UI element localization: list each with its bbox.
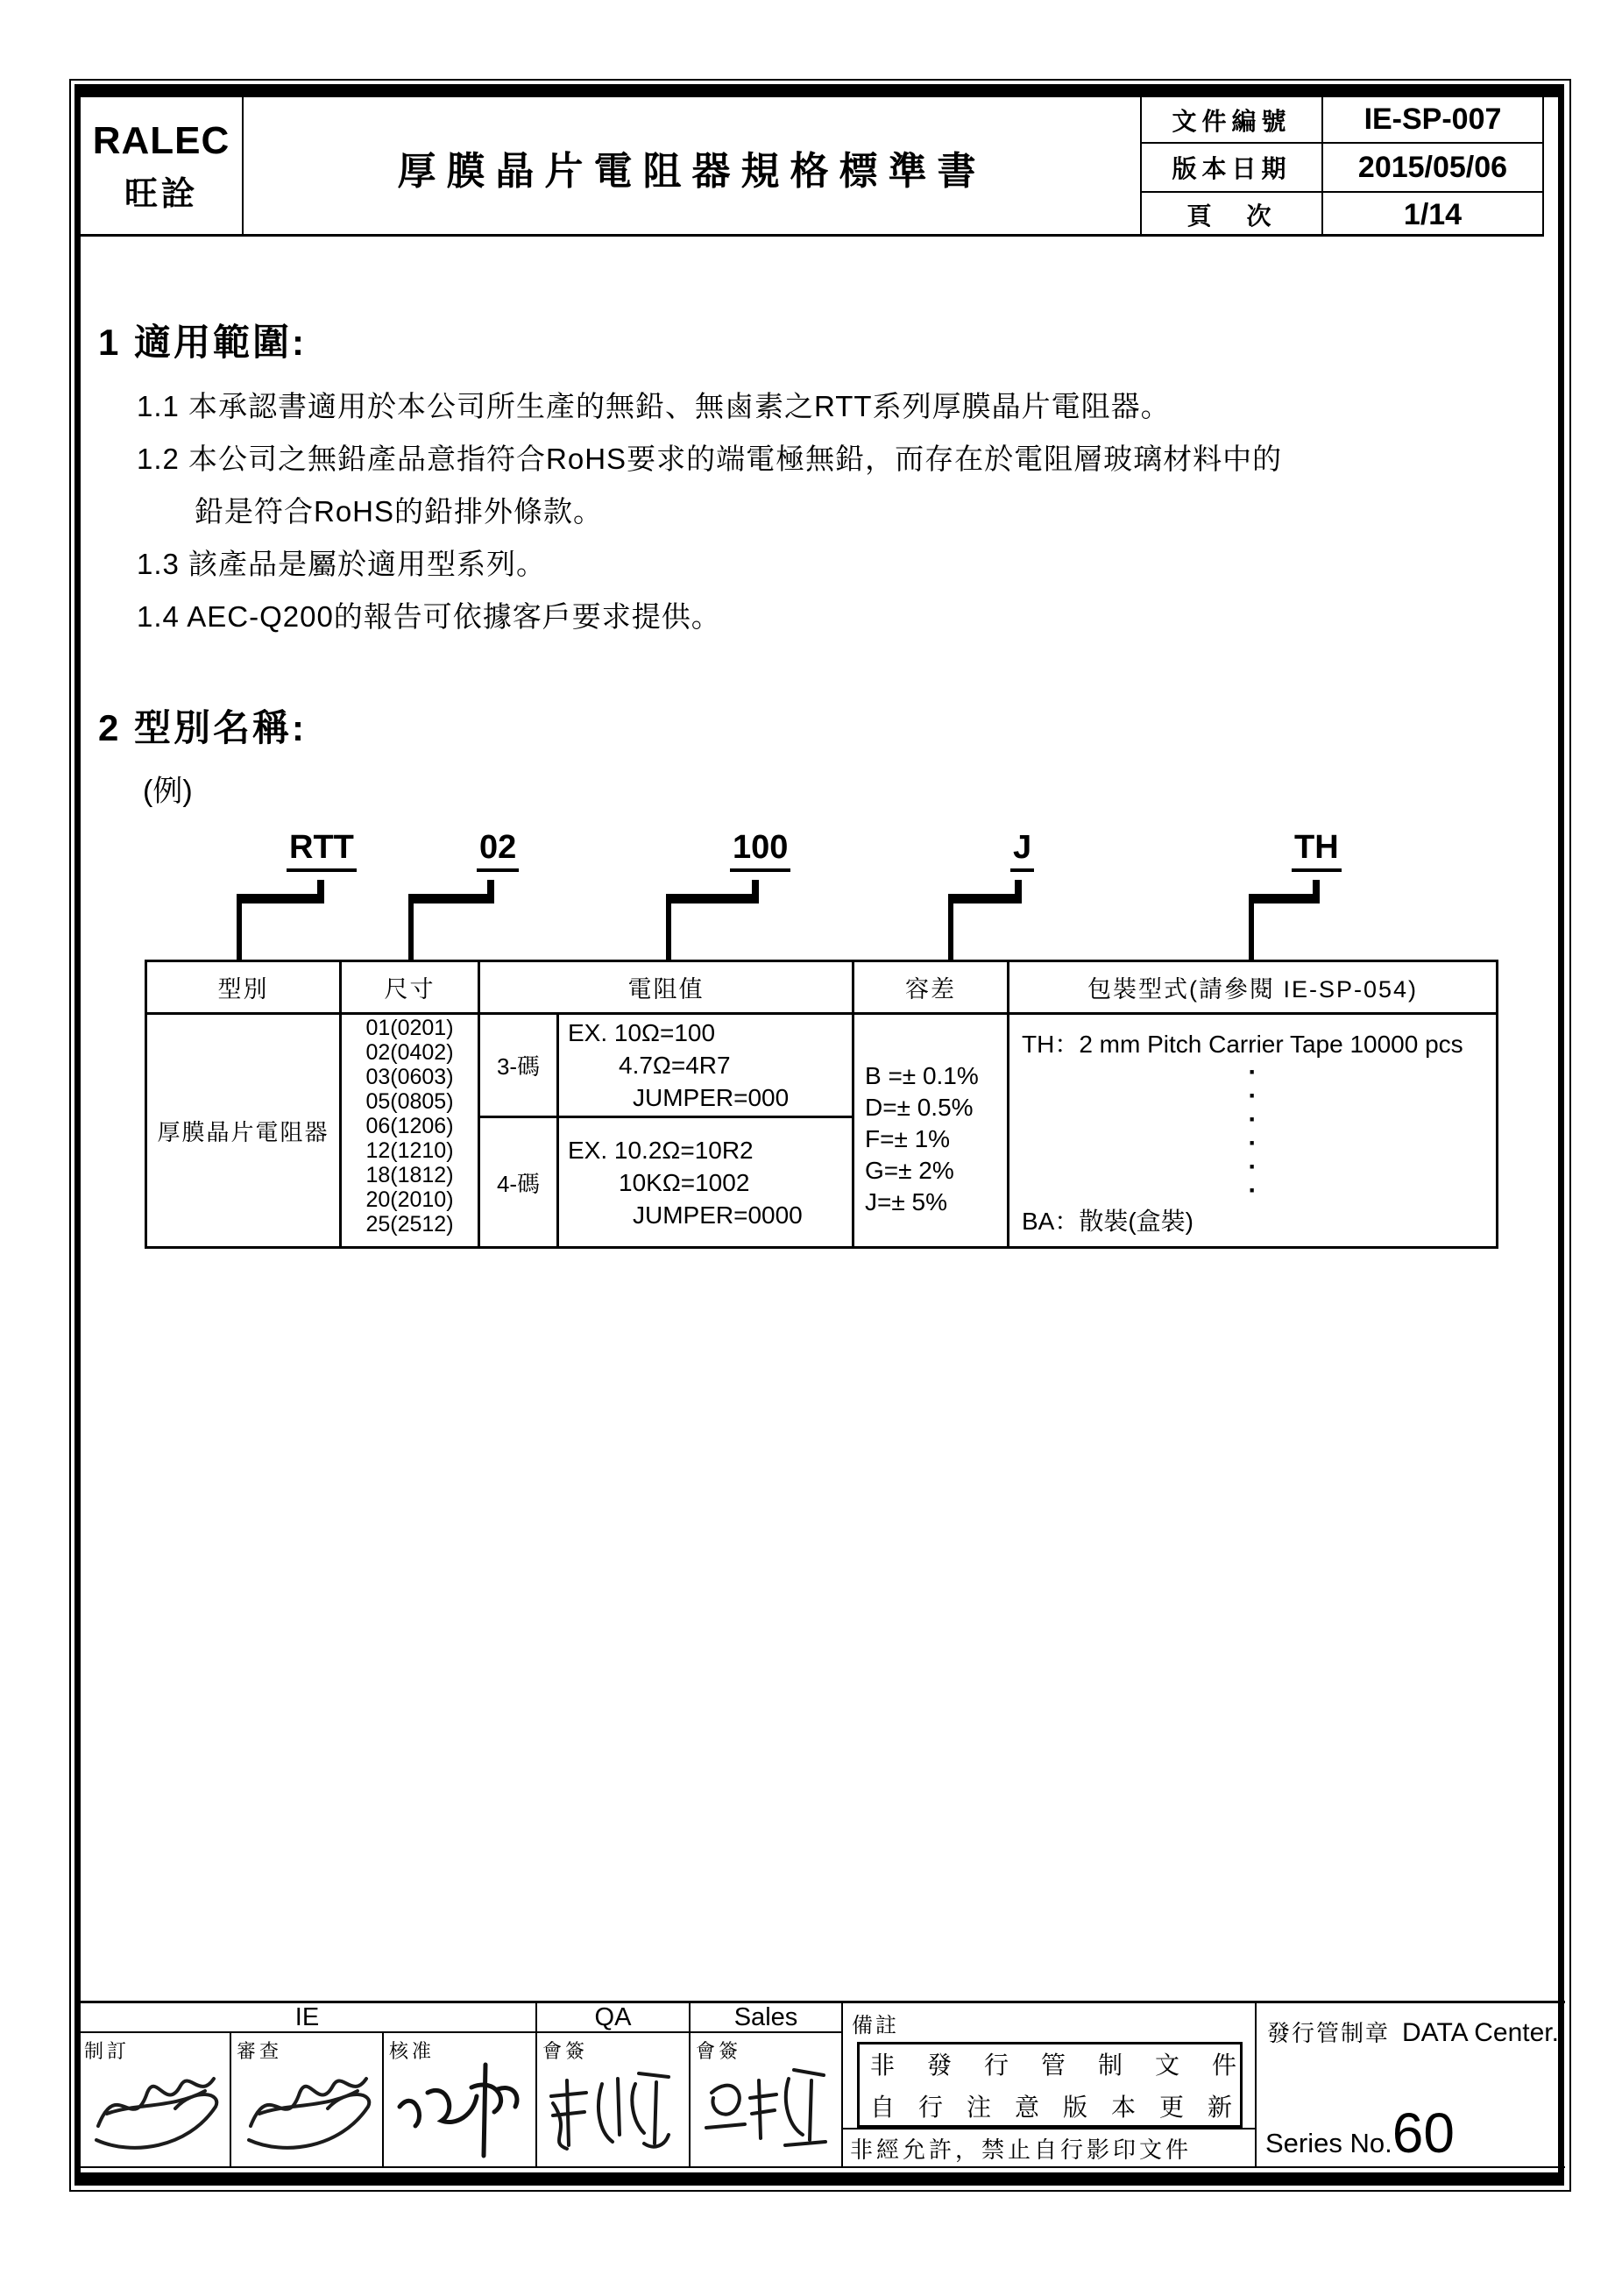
series-number <box>1265 2101 1455 2165</box>
spec-table-header <box>147 962 1496 1015</box>
dot: · <box>1248 1105 1257 1134</box>
example-line: 10KΩ=1002 <box>619 1168 750 1196</box>
size-item: 06(1206) <box>365 1114 454 1138</box>
section2-heading: 2 型別名稱: <box>98 707 308 748</box>
cell-tolerance <box>854 1015 1009 1246</box>
example-line: 4.7Ω=4R7 <box>619 1052 731 1079</box>
doc-number-value: IE-SP-007 <box>1323 97 1542 144</box>
page-number-label: 頁 次 <box>1142 193 1323 237</box>
header-packing: 包裝型式(請參閱 IE-SP-054) <box>1087 976 1419 1003</box>
dot: · <box>1248 1129 1257 1158</box>
size-item: 03(0603) <box>365 1065 454 1089</box>
example-label: (例) <box>143 775 193 808</box>
resistance-4digit-examples <box>559 1118 852 1246</box>
resistance-4digit-row <box>480 1118 852 1246</box>
tolerance-item: B =± 0.1% <box>865 1062 979 1089</box>
example-line: EX. 10.2Ω=10R2 <box>568 1136 754 1164</box>
remarks-label: 備註 <box>852 2014 899 2037</box>
connector-resistance <box>666 904 671 962</box>
copy-prohibition-note: 非經允許，禁止自行影印文件 <box>843 2128 1255 2166</box>
logo-subtext: 旺詮 <box>124 176 198 213</box>
packing-ba: BA：散裝(盒裝) <box>1022 1208 1194 1235</box>
dept-ie: IE <box>79 2003 537 2033</box>
signature-scribble <box>541 2058 683 2161</box>
example-line: JUMPER=0000 <box>633 1201 803 1229</box>
connector-tolerance <box>948 894 1022 904</box>
header-tolerance: 容差 <box>854 962 1009 1012</box>
frame-bottom-bar <box>74 2172 1564 2186</box>
frame-top-bar <box>74 84 1564 97</box>
connector-packing <box>1249 904 1254 962</box>
company-logo <box>81 97 244 237</box>
spec-table <box>145 960 1498 1249</box>
code-series: RTT <box>287 829 357 872</box>
document-title: 厚膜晶片電阻器規格標準書 <box>244 97 1142 237</box>
packing-dots <box>1009 1058 1496 1205</box>
cell-packing <box>1009 1015 1496 1246</box>
tolerance-item: G=± 2% <box>865 1157 954 1184</box>
signature-scribble <box>235 2058 377 2161</box>
series-label: Series No. <box>1265 2128 1392 2158</box>
page-number-value: 1/14 <box>1403 197 1463 231</box>
header-resistance: 電阻值 <box>480 962 854 1012</box>
section1-item-1-3: 1.3 該產品是屬於適用型系列。 <box>137 548 547 580</box>
signature-scribble <box>694 2058 836 2161</box>
size-item: 02(0402) <box>365 1040 454 1065</box>
resistance-3digit-row <box>480 1015 852 1118</box>
signature-label: 會簽 <box>542 2040 589 2062</box>
section1-heading: 1 適用範圍: <box>98 322 308 363</box>
connector-rtt <box>237 904 242 962</box>
signature-label: 核准 <box>389 2040 436 2062</box>
signature-cell-review <box>231 2033 384 2166</box>
signature-cell-approve <box>384 2033 537 2166</box>
code-packing: TH <box>1292 829 1342 872</box>
cell-sizes <box>342 1015 480 1246</box>
connector-rtt <box>237 894 324 904</box>
resistance-4digit-label: 4-碼 <box>480 1118 559 1246</box>
signature-label: 會簽 <box>696 2040 742 2062</box>
packing-th: TH：2 mm Pitch Carrier Tape 10000 pcs <box>1022 1031 1463 1058</box>
code-size: 02 <box>477 829 519 872</box>
remarks-cell <box>843 2003 1270 2166</box>
tolerance-item: J=± 5% <box>865 1188 947 1215</box>
example-line: JUMPER=000 <box>633 1084 790 1111</box>
signature-cell-sales-countersign <box>691 2033 843 2166</box>
signature-scribble <box>387 2058 529 2161</box>
dept-qa: QA <box>537 2003 691 2033</box>
size-item: 25(2512) <box>365 1212 454 1237</box>
signature-label: 制訂 <box>84 2040 131 2062</box>
connector-tolerance <box>948 904 953 962</box>
version-date-value: 2015/05/06 <box>1323 144 1542 193</box>
dot: · <box>1248 1081 1257 1110</box>
remarks-line1: 非發行管制文件 <box>870 2052 1270 2079</box>
signature-cell-qa-countersign <box>537 2033 691 2166</box>
spec-table-body <box>147 1015 1496 1246</box>
connector-size <box>408 904 414 962</box>
header-type: 型別 <box>147 962 342 1012</box>
dot: · <box>1248 1176 1257 1205</box>
version-date-label: 版本日期 <box>1142 144 1323 193</box>
dot: · <box>1248 1058 1257 1087</box>
remarks-box <box>857 2042 1270 2128</box>
cell-type: 厚膜晶片電阻器 <box>147 1015 342 1246</box>
frame-left-bar <box>74 84 81 2186</box>
signature-cell-draft <box>79 2033 231 2166</box>
section1-item-1-2: 1.2 本公司之無鉛產品意指符合RoHS要求的端電極無鉛，而存在於電阻層玻璃材料中的 <box>137 443 1283 475</box>
doc-number-label: 文件編號 <box>1142 97 1323 144</box>
issue-stamp-cell <box>1257 2003 1565 2166</box>
connector-packing <box>1249 894 1320 904</box>
size-item: 05(0805) <box>365 1089 454 1114</box>
tolerance-item: F=± 1% <box>865 1125 951 1152</box>
approval-footer <box>79 2001 1565 2168</box>
issue-stamp-row <box>1267 2016 1559 2048</box>
issue-stamp-value: DATA Center. <box>1402 2018 1559 2047</box>
connector-size <box>408 894 494 904</box>
size-item: 18(1812) <box>365 1163 454 1187</box>
resistance-3digit-label: 3-碼 <box>480 1015 559 1116</box>
size-item: 20(2010) <box>365 1187 454 1212</box>
remarks-line2: 自行注意版本更新 <box>870 2094 1257 2121</box>
signature-label: 審查 <box>237 2040 283 2062</box>
section1-item-1-2-cont: 鉛是符合RoHS的鉛排外條款。 <box>195 495 604 528</box>
dept-sales: Sales <box>691 2003 843 2033</box>
logo-text: RALEC <box>92 119 230 162</box>
document-header <box>81 97 1544 237</box>
dot: · <box>1248 1152 1257 1181</box>
connector-resistance <box>666 894 759 904</box>
code-tolerance: J <box>1010 829 1034 872</box>
size-item: 01(0201) <box>365 1016 454 1040</box>
series-value: 60 <box>1392 2101 1455 2165</box>
section1-item-1-4: 1.4 AEC-Q200的報告可依據客戶要求提供。 <box>137 600 721 633</box>
cell-resistance <box>480 1015 854 1246</box>
issue-stamp-label: 發行管制章 <box>1267 2020 1391 2046</box>
section1-item-1-1: 1.1 本承認書適用於本公司所生產的無鉛、無鹵素之RTT系列厚膜晶片電阻器。 <box>137 390 1171 422</box>
size-item: 12(1210) <box>365 1138 454 1163</box>
tolerance-item: D=± 0.5% <box>865 1094 974 1121</box>
code-resistance: 100 <box>730 829 790 872</box>
frame-right-bar <box>1558 84 1564 2186</box>
signature-scribble <box>82 2058 224 2161</box>
resistance-3digit-examples <box>559 1015 852 1116</box>
example-line: EX. 10Ω=100 <box>568 1019 716 1046</box>
header-size: 尺寸 <box>342 962 480 1012</box>
